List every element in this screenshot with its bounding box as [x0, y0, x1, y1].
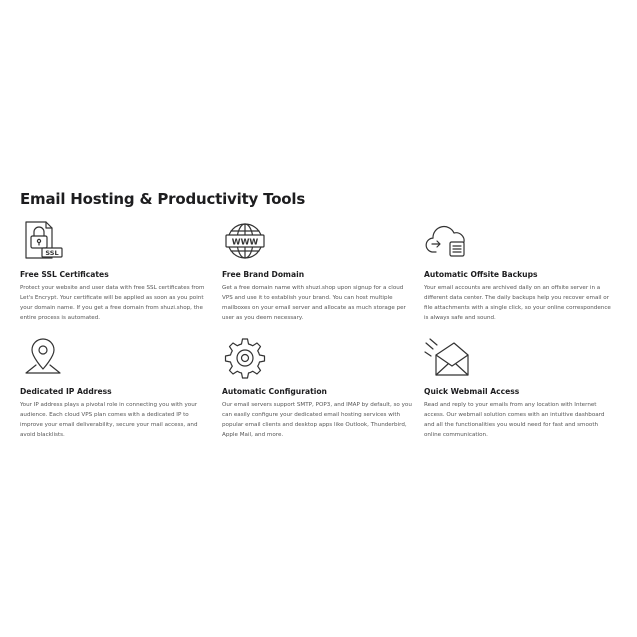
gear-icon [222, 335, 268, 381]
feature-description: Your IP address plays a pivotal role in connecting you with your audience. Each cloud VPS plan comes with a dedicated IP to improve your email deliverability, secure your mail access, and avoid blacklists. [20, 402, 198, 438]
section-title: Email Hosting & Productivity Tools [20, 190, 306, 209]
svg-text:SSL: SSL [45, 249, 59, 257]
svg-text:WWW: WWW [231, 237, 259, 247]
feature-brand-domain [222, 218, 412, 323]
feature-title: Quick Webmail Access [424, 387, 520, 396]
feature-ssl-certificates [20, 218, 210, 323]
www-globe-icon [222, 218, 268, 264]
feature-title: Free SSL Certificates [20, 270, 109, 279]
feature-description: Protect your website and user data with free SSL certificates from Let's Encrypt. Your certificate will be applied as soon as you point your domain name. If you get a free domain from shuzi.shop, the entire process is automated. [20, 285, 205, 321]
feature-title: Dedicated IP Address [20, 387, 112, 396]
feature-description: Read and reply to your emails from any location with Internet access. Our webmail solution comes with an intuitive dashboard and all the functionalities you would need for fast and smooth online communication. [424, 402, 605, 438]
features-grid [20, 218, 620, 440]
feature-description: Our email servers support SMTP, POP3, and IMAP by default, so you can easily configure your dedicated email hosting services with popular email clients and desktop apps like Outlook, Thunderbird, Apple Mail, and more. [222, 402, 412, 438]
feature-title: Free Brand Domain [222, 270, 305, 279]
feature-quick-webmail [424, 335, 614, 440]
cloud-backup-icon [424, 218, 470, 264]
ssl-certificate-icon [20, 218, 66, 264]
feature-title: Automatic Offsite Backups [424, 270, 538, 279]
feature-description: Your email accounts are archived daily on an offsite server in a different data center. The daily backups help you recover email or file attachments with a single click, so your online correspondence is always safe and sound. [424, 285, 611, 321]
feature-automatic-configuration [222, 335, 412, 440]
envelope-icon [424, 335, 470, 381]
location-pin-icon [20, 335, 66, 381]
feature-title: Automatic Configuration [222, 387, 327, 396]
feature-dedicated-ip [20, 335, 210, 440]
feature-offsite-backups [424, 218, 614, 323]
feature-description: Get a free domain name with shuzi.shop upon signup for a cloud VPS and use it to establish your brand. You can host multiple mailboxes on your email server and allocate as much storage per user as you deem necessary. [222, 285, 406, 321]
